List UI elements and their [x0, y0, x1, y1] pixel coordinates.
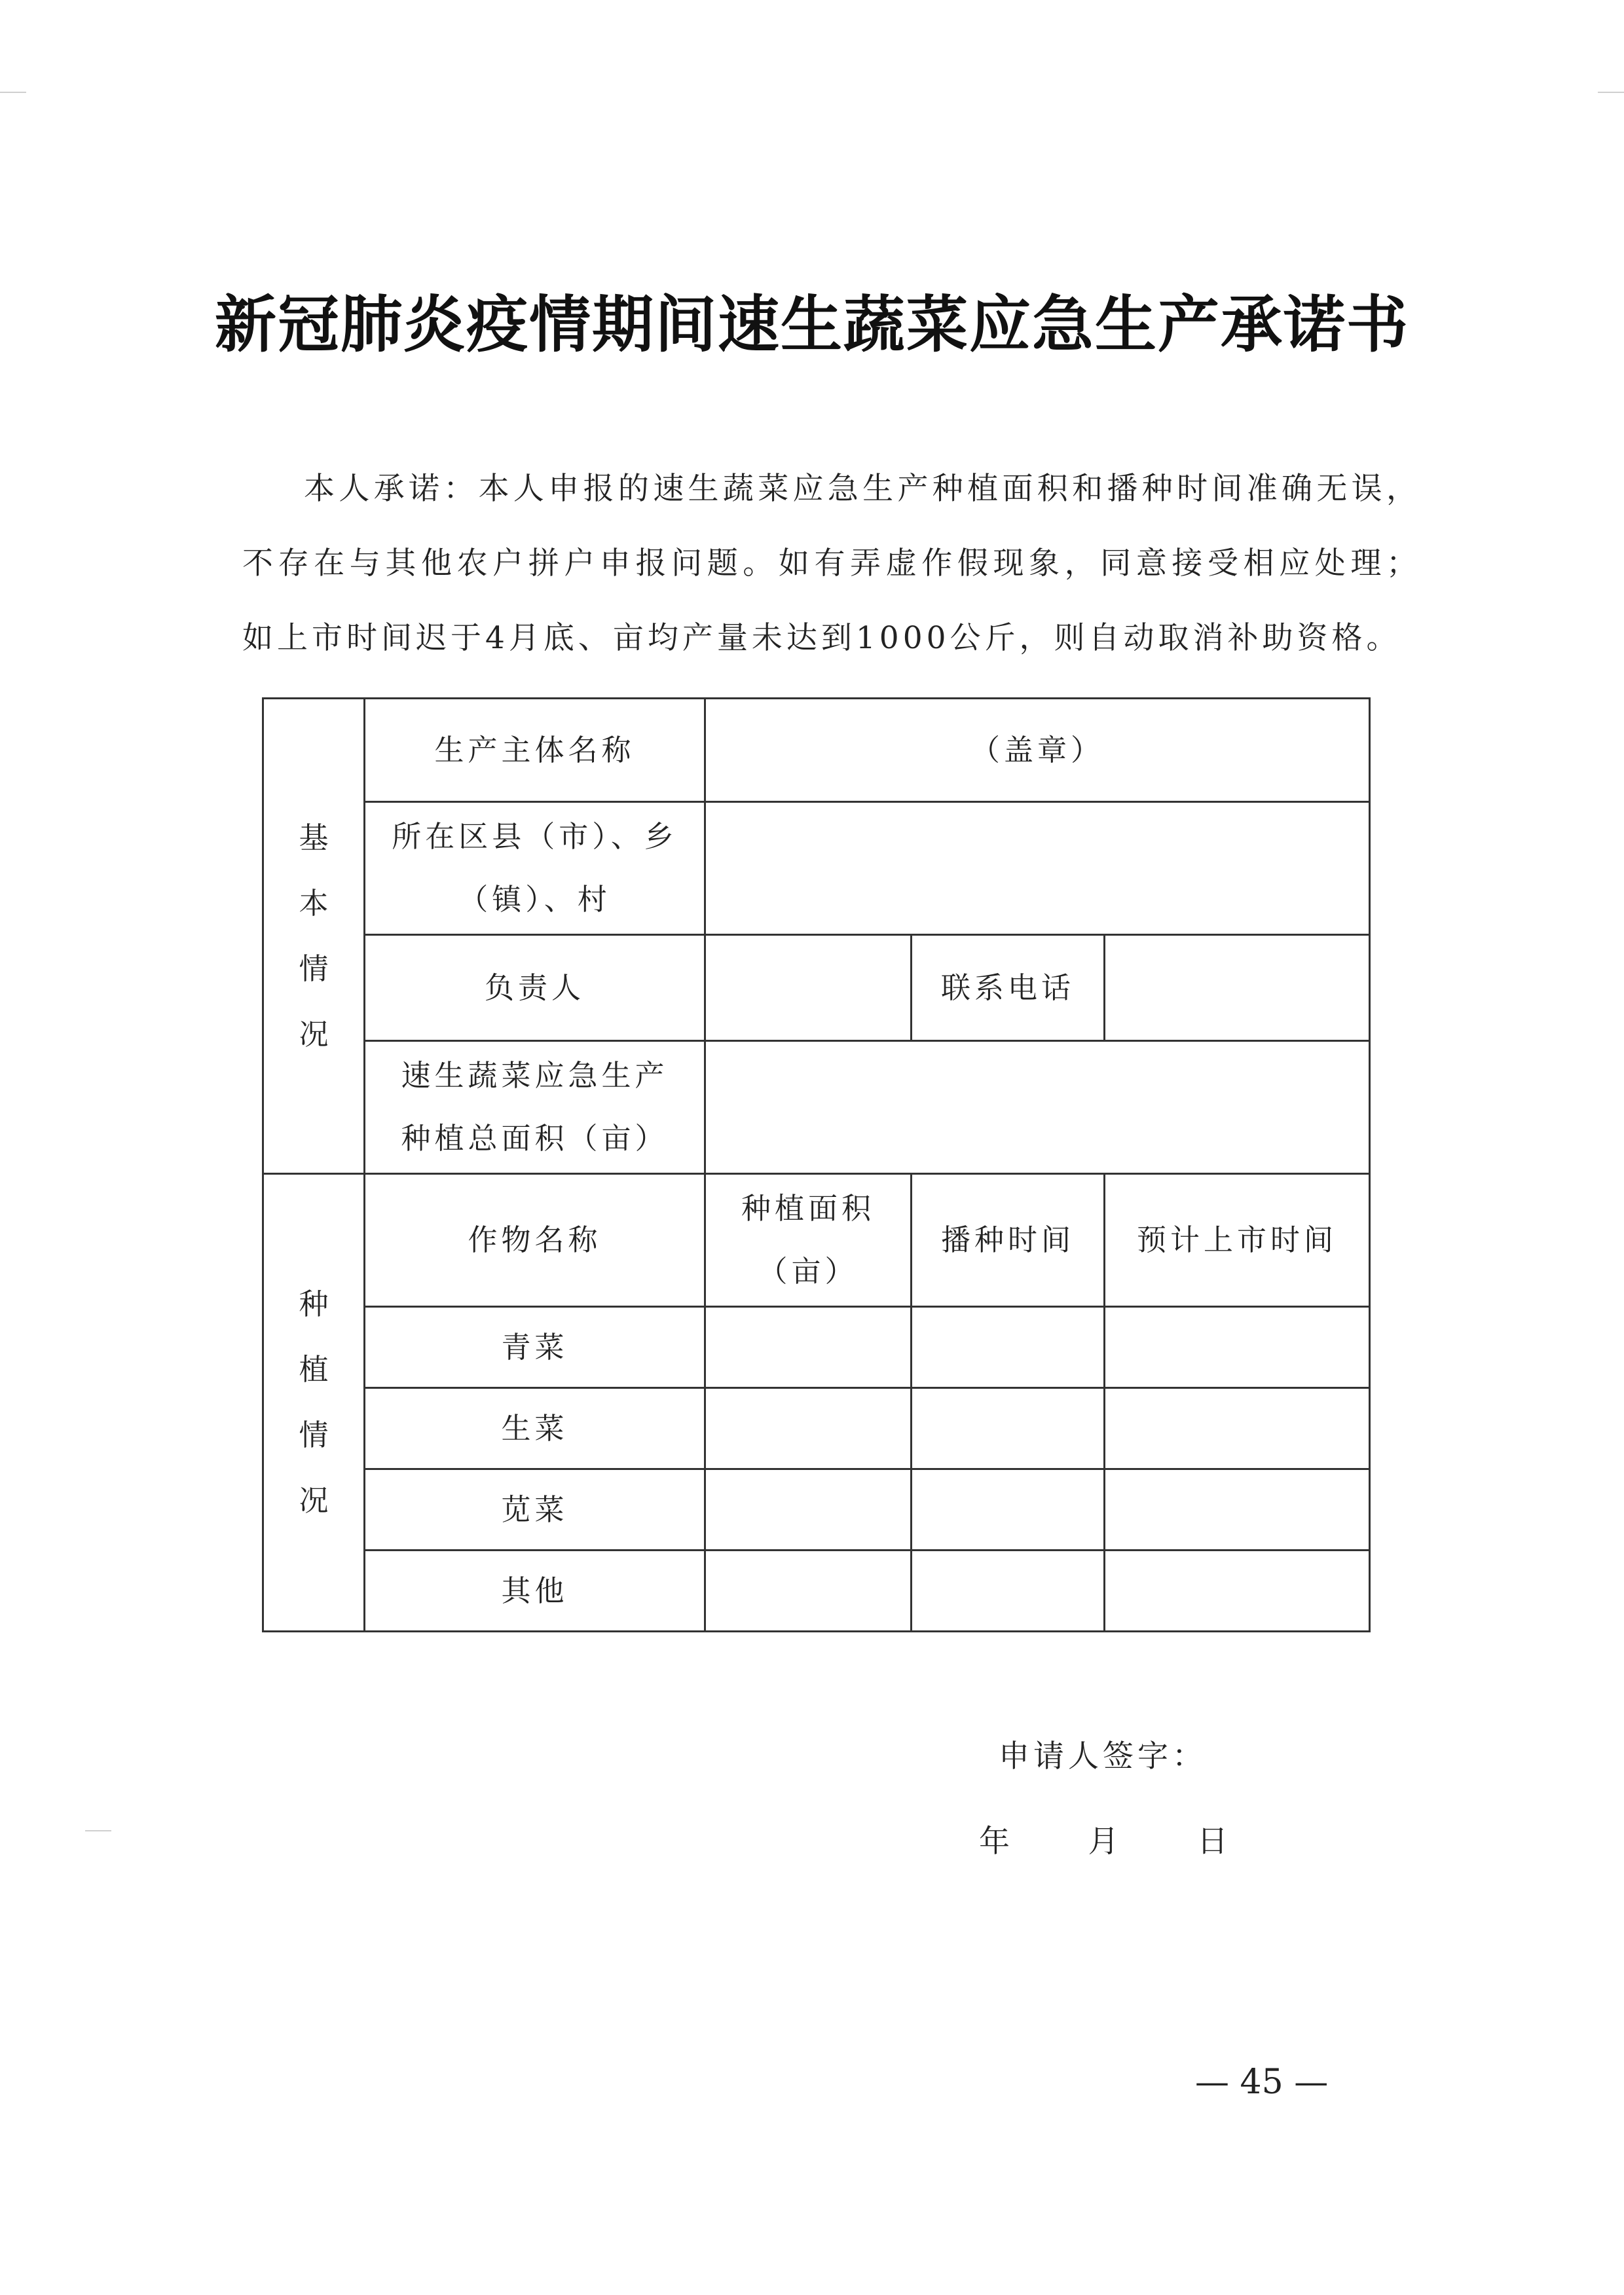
total-area-cell[interactable]	[705, 1041, 1370, 1174]
scan-margin-mark	[1598, 92, 1624, 93]
pledge-paragraph: 本人承诺：本人申报的速生蔬菜应急生产种植面积和播种时间准确无误，不存在与其他农户拼户申报问题。如有弄虚作假现象，同意接受相应处理；如上市时间迟于4月底、亩均产量未达到1000公斤，则自动取消补助资格。	[242, 471, 1421, 656]
expected-market-time-cell[interactable]	[1105, 1307, 1370, 1388]
crop-name-cell: 其他	[365, 1551, 705, 1632]
crop-name-header: 作物名称	[365, 1174, 705, 1307]
planting-area-cell[interactable]	[705, 1307, 912, 1388]
entity-name-label: 生产主体名称	[365, 699, 705, 802]
applicant-signature-label: 申请人签字：	[999, 1738, 1207, 1774]
expected-market-time-header: 预计上市时间	[1105, 1174, 1370, 1307]
scan-margin-mark	[0, 92, 26, 93]
planting-area-header: 种植面积（亩）	[705, 1174, 912, 1307]
phone-cell[interactable]	[1105, 935, 1370, 1041]
planting-area-cell[interactable]	[705, 1469, 912, 1551]
location-cell[interactable]	[705, 802, 1370, 935]
sowing-time-cell[interactable]	[912, 1469, 1105, 1551]
planting-area-cell[interactable]	[705, 1551, 912, 1632]
total-area-label: 速生蔬菜应急生产种植总面积（亩）	[365, 1041, 705, 1174]
table-row	[263, 1469, 1370, 1551]
table-row	[263, 802, 1370, 935]
phone-label: 联系电话	[912, 935, 1105, 1041]
sowing-time-header: 播种时间	[912, 1174, 1105, 1307]
crop-name-cell: 苋菜	[365, 1469, 705, 1551]
planting-section-label: 种植情况	[263, 1174, 365, 1632]
document-title: 新冠肺炎疫情期间速生蔬菜应急生产承诺书	[214, 289, 1409, 361]
responsible-person-cell[interactable]	[705, 935, 912, 1041]
table-row	[263, 1041, 1370, 1174]
planting-area-cell[interactable]	[705, 1388, 912, 1469]
crop-name-cell: 青菜	[365, 1307, 705, 1388]
entity-name-cell[interactable]: （盖章）	[705, 699, 1370, 802]
table-row	[263, 699, 1370, 802]
basic-info-section-label: 基本情况	[263, 699, 365, 1174]
date-line: 年 月 日	[979, 1824, 1228, 1860]
sowing-time-cell[interactable]	[912, 1551, 1105, 1632]
expected-market-time-cell[interactable]	[1105, 1469, 1370, 1551]
sowing-time-cell[interactable]	[912, 1388, 1105, 1469]
scan-margin-mark	[85, 1830, 111, 1831]
table-row	[263, 1307, 1370, 1388]
table-header-row	[263, 1174, 1370, 1307]
table-row	[263, 1388, 1370, 1469]
expected-market-time-cell[interactable]	[1105, 1388, 1370, 1469]
responsible-person-label: 负责人	[365, 935, 705, 1041]
table-row	[263, 935, 1370, 1041]
sowing-time-cell[interactable]	[912, 1307, 1105, 1388]
location-label: 所在区县（市）、乡（镇）、村	[365, 802, 705, 935]
commitment-form-table	[262, 697, 1371, 1632]
page-number: — 45 —	[1195, 2063, 1329, 2102]
crop-name-cell: 生菜	[365, 1388, 705, 1469]
expected-market-time-cell[interactable]	[1105, 1551, 1370, 1632]
table-row	[263, 1551, 1370, 1632]
